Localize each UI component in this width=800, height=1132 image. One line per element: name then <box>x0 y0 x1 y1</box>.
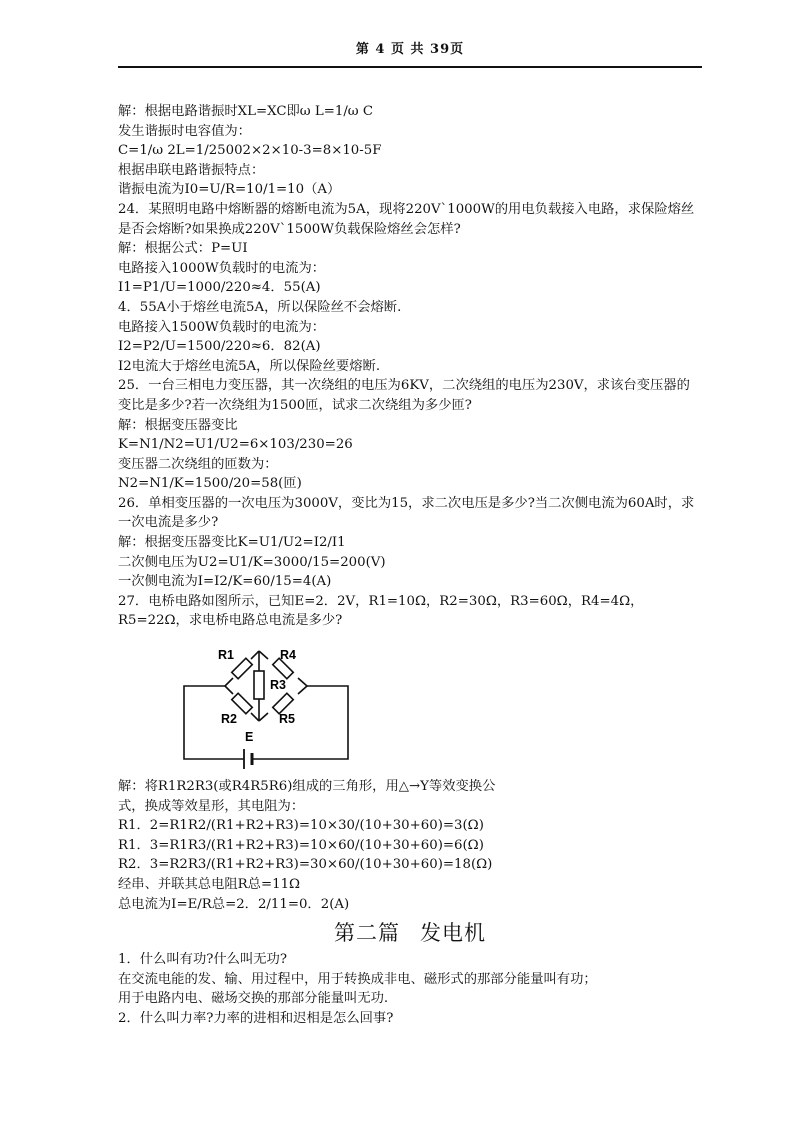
text-line: 1．什么叫有功?什么叫无功? <box>118 952 287 968</box>
text-line: 解：根据变压器变比K=U1/U2=I2/I1 <box>118 535 346 551</box>
text-line: 式，换成等效星形，其电阻为： <box>118 798 305 814</box>
resistor-r3 <box>254 671 264 699</box>
text-line: 解：将R1R2R3(或R4R5R6)组成的三角形，用△→Y等效变换公 <box>118 779 496 795</box>
text-line: 二次侧电压为U2=U1/K=3000/15=200(V) <box>118 554 386 570</box>
text-line: 2．什么叫力率?力率的进相和迟相是怎么回事? <box>118 1010 394 1026</box>
wire-r2-top <box>225 686 233 694</box>
text-line: K=N1/N2=U1/U2=6×103/230=26 <box>118 437 353 453</box>
wire-r5-top <box>298 686 307 694</box>
wire-right <box>300 686 348 759</box>
bridge-circuit-svg <box>118 641 702 771</box>
label-r4: R4 <box>280 648 296 663</box>
label-r1: R1 <box>218 648 234 663</box>
document-body <box>118 102 702 1029</box>
text-line: 根据串联电路谐振特点： <box>118 162 265 178</box>
text-line: 总电流为I=E/R总=2．2/11=0．2(A) <box>118 896 350 912</box>
text-line: N2=N1/K=1500/20=58(匝) <box>118 476 302 492</box>
text-line: I1=P1/U=1000/220≈4．55(A) <box>118 280 321 296</box>
text-line: 一次侧电流为I=I2/K=60/15=4(A) <box>118 574 332 590</box>
label-r3: R3 <box>270 678 286 693</box>
wire-r1-top <box>251 651 259 659</box>
section-name: 发电机 <box>420 921 486 946</box>
question-24: 24．某照明电路中熔断器的熔断电流为5A，现将220V`1000W的用电负载接入电路，求保险熔丝是否会熔断?如果换成220V`1500W负载保险熔丝会怎样? <box>118 201 695 237</box>
text-line: I2=P2/U=1500/220≈6．82(A) <box>118 339 321 355</box>
page-header <box>118 18 702 68</box>
wire-r4-bottom <box>298 678 307 686</box>
resistor-r2 <box>232 693 253 714</box>
wire-r5-bottom <box>259 713 268 721</box>
text-line: 用于电路内电、磁场交换的那部分能量叫无功. <box>118 991 389 1007</box>
text-line: 谐振电流为I0=U/R=10/1=10（A） <box>118 182 341 198</box>
text-line: 解：根据变压器变比 <box>118 417 238 433</box>
text-line: 变压器二次绕组的匝数为： <box>118 456 278 472</box>
section-part: 第二篇 <box>334 921 400 946</box>
wire-r1-bottom <box>225 678 233 686</box>
bridge-circuit-diagram <box>118 641 702 771</box>
text-line: 解：根据电路谐振时XL=XC即ω L=1/ω C <box>118 104 374 119</box>
text-line: 电路接入1000W负载时的电流为： <box>118 260 326 276</box>
text-line: I2电流大于熔丝电流5A，所以保险丝要熔断. <box>118 358 381 374</box>
label-r2: R2 <box>221 712 237 727</box>
resistor-r5 <box>273 693 294 714</box>
question-27: 27．电桥电路如图所示，已知E=2．2V，R1=10Ω，R2=30Ω，R3=60Ω，R4=4Ω，R5=22Ω，求电桥电路总电流是多少? <box>118 593 644 629</box>
text-line: 电路接入1500W负载时的电流为： <box>118 319 326 335</box>
text-line: 发生谐振时电容值为： <box>118 123 251 139</box>
text-line: C=1/ω 2L=1/25002×2×10-3=8×10-5F <box>118 143 382 159</box>
section-title <box>118 918 702 948</box>
text-line: R1．3=R1R3/(R1+R2+R3)=10×60/(10+30+60)=6(Ω) <box>118 837 484 853</box>
text-line: 4．55A小于熔丝电流5A，所以保险丝不会熔断. <box>118 299 402 315</box>
label-r5: R5 <box>279 712 295 727</box>
question-25: 25．一台三相电力变压器，其一次绕组的电压为6KV，二次绕组的电压为230V，求该台变压器的变比是多少?若一次绕组为1500匝，试求二次绕组为多少匝? <box>118 378 690 413</box>
page-number: 第 4 页 共 39页 <box>355 42 465 57</box>
resistor-r1 <box>232 658 253 679</box>
text-line: 解：根据公式：P=UI <box>118 241 248 257</box>
text-line: 经串、并联其总电阻R总=11Ω <box>118 877 301 892</box>
question-26: 26．单相变压器的一次电压为3000V，变比为15，求二次电压是多少?当二次侧电流为60A时，求一次电流是多少? <box>118 495 695 531</box>
wire-r2-bottom <box>251 713 259 721</box>
text-line: R2．3=R2R3/(R1+R2+R3)=30×60/(10+30+60)=18(Ω) <box>118 857 493 873</box>
text-line: 在交流电能的发、输、用过程中，用于转换成非电、磁形式的那部分能量叫有功； <box>118 971 597 987</box>
wire-r4-top <box>259 651 268 659</box>
text-line: R1．2=R1R2/(R1+R2+R3)=10×30/(10+30+60)=3(Ω) <box>118 818 484 834</box>
label-e: E <box>245 730 254 745</box>
